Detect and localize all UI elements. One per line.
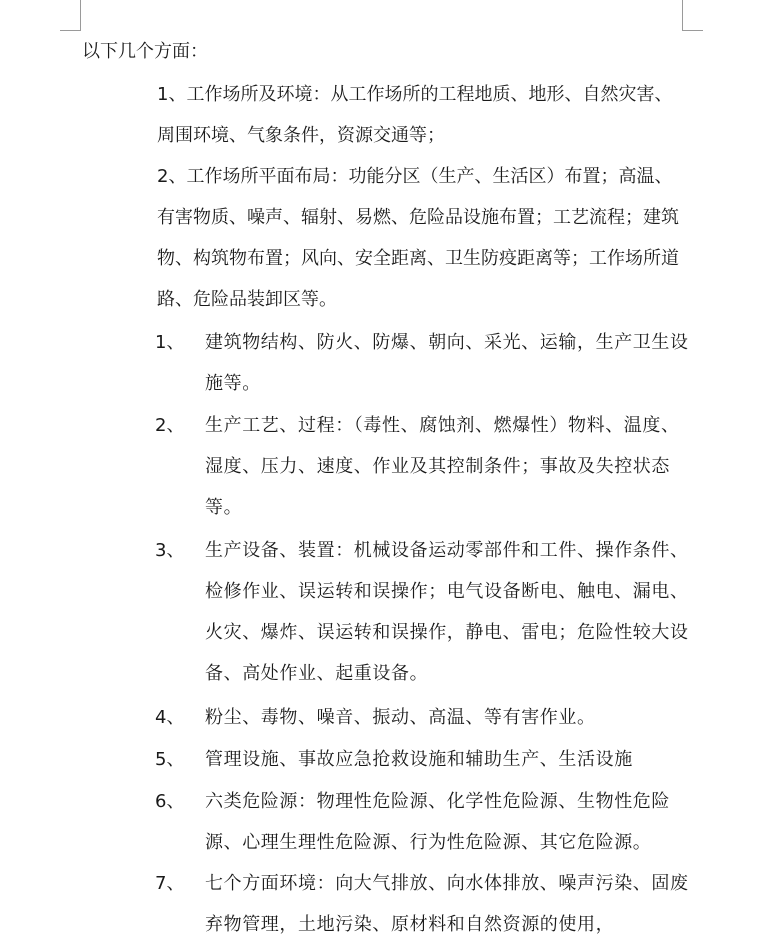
list-text: 生产设备、装置：机械设备运动零部件和工件、操作条件、检修作业、误运转和误操作；电气设备断电、触电、漏电、火灾、爆炸、误运转和误操作，静电、雷电；危险性较大设备、高处作业、起重设备。 xyxy=(205,540,689,684)
list-text: 建筑物结构、防火、防爆、朝向、采光、运输，生产卫生设施等。 xyxy=(205,332,689,394)
paragraph-work-environment xyxy=(157,74,689,156)
paragraph-text: 1、工作场所及环境：从工作场所的工程地质、地形、自然灾害、周围环境、气象条件，资源交通等； xyxy=(157,84,673,146)
intro-text: 以下几个方面： xyxy=(82,41,208,62)
page-corner-mark-top-left xyxy=(60,0,81,31)
list-number: 3、 xyxy=(155,540,185,561)
list-text: 七个方面环境：向大气排放、向水体排放、噪声污染、固废弃物管理，土地污染、原材料和自然资源的使用， xyxy=(205,873,689,935)
list-number: 5、 xyxy=(155,749,185,770)
list-text: 六类危险源：物理性危险源、化学性危险源、生物性危险源、心理生理性危险源、行为性危险源、其它危险源。 xyxy=(205,791,670,853)
list-number: 4、 xyxy=(155,707,185,728)
list-number: 1、 xyxy=(155,332,185,353)
page-corner-mark-top-right xyxy=(682,0,703,31)
list-number: 2、 xyxy=(155,415,185,436)
list-text: 管理设施、事故应急抢救设施和辅助生产、生活设施 xyxy=(205,749,633,770)
list-text: 生产工艺、过程：（毒性、腐蚀剂、燃爆性）物料、温度、湿度、压力、速度、作业及其控制条件；事故及失控状态等。 xyxy=(205,415,680,518)
paragraph-text: 2、工作场所平面布局：功能分区（生产、生活区）布置；高温、有害物质、噪声、辐射、易燃、危险品设施布置；工艺流程；建筑物、构筑物布置；风向、安全距离、卫生防疫距离等；工作场所道路、危险品装卸区等。 xyxy=(157,166,679,310)
list-number: 6、 xyxy=(155,791,185,812)
list-text: 粉尘、毒物、噪音、振动、高温、等有害作业。 xyxy=(205,707,596,728)
list-number: 7、 xyxy=(155,873,185,894)
paragraph-layout xyxy=(157,156,689,320)
